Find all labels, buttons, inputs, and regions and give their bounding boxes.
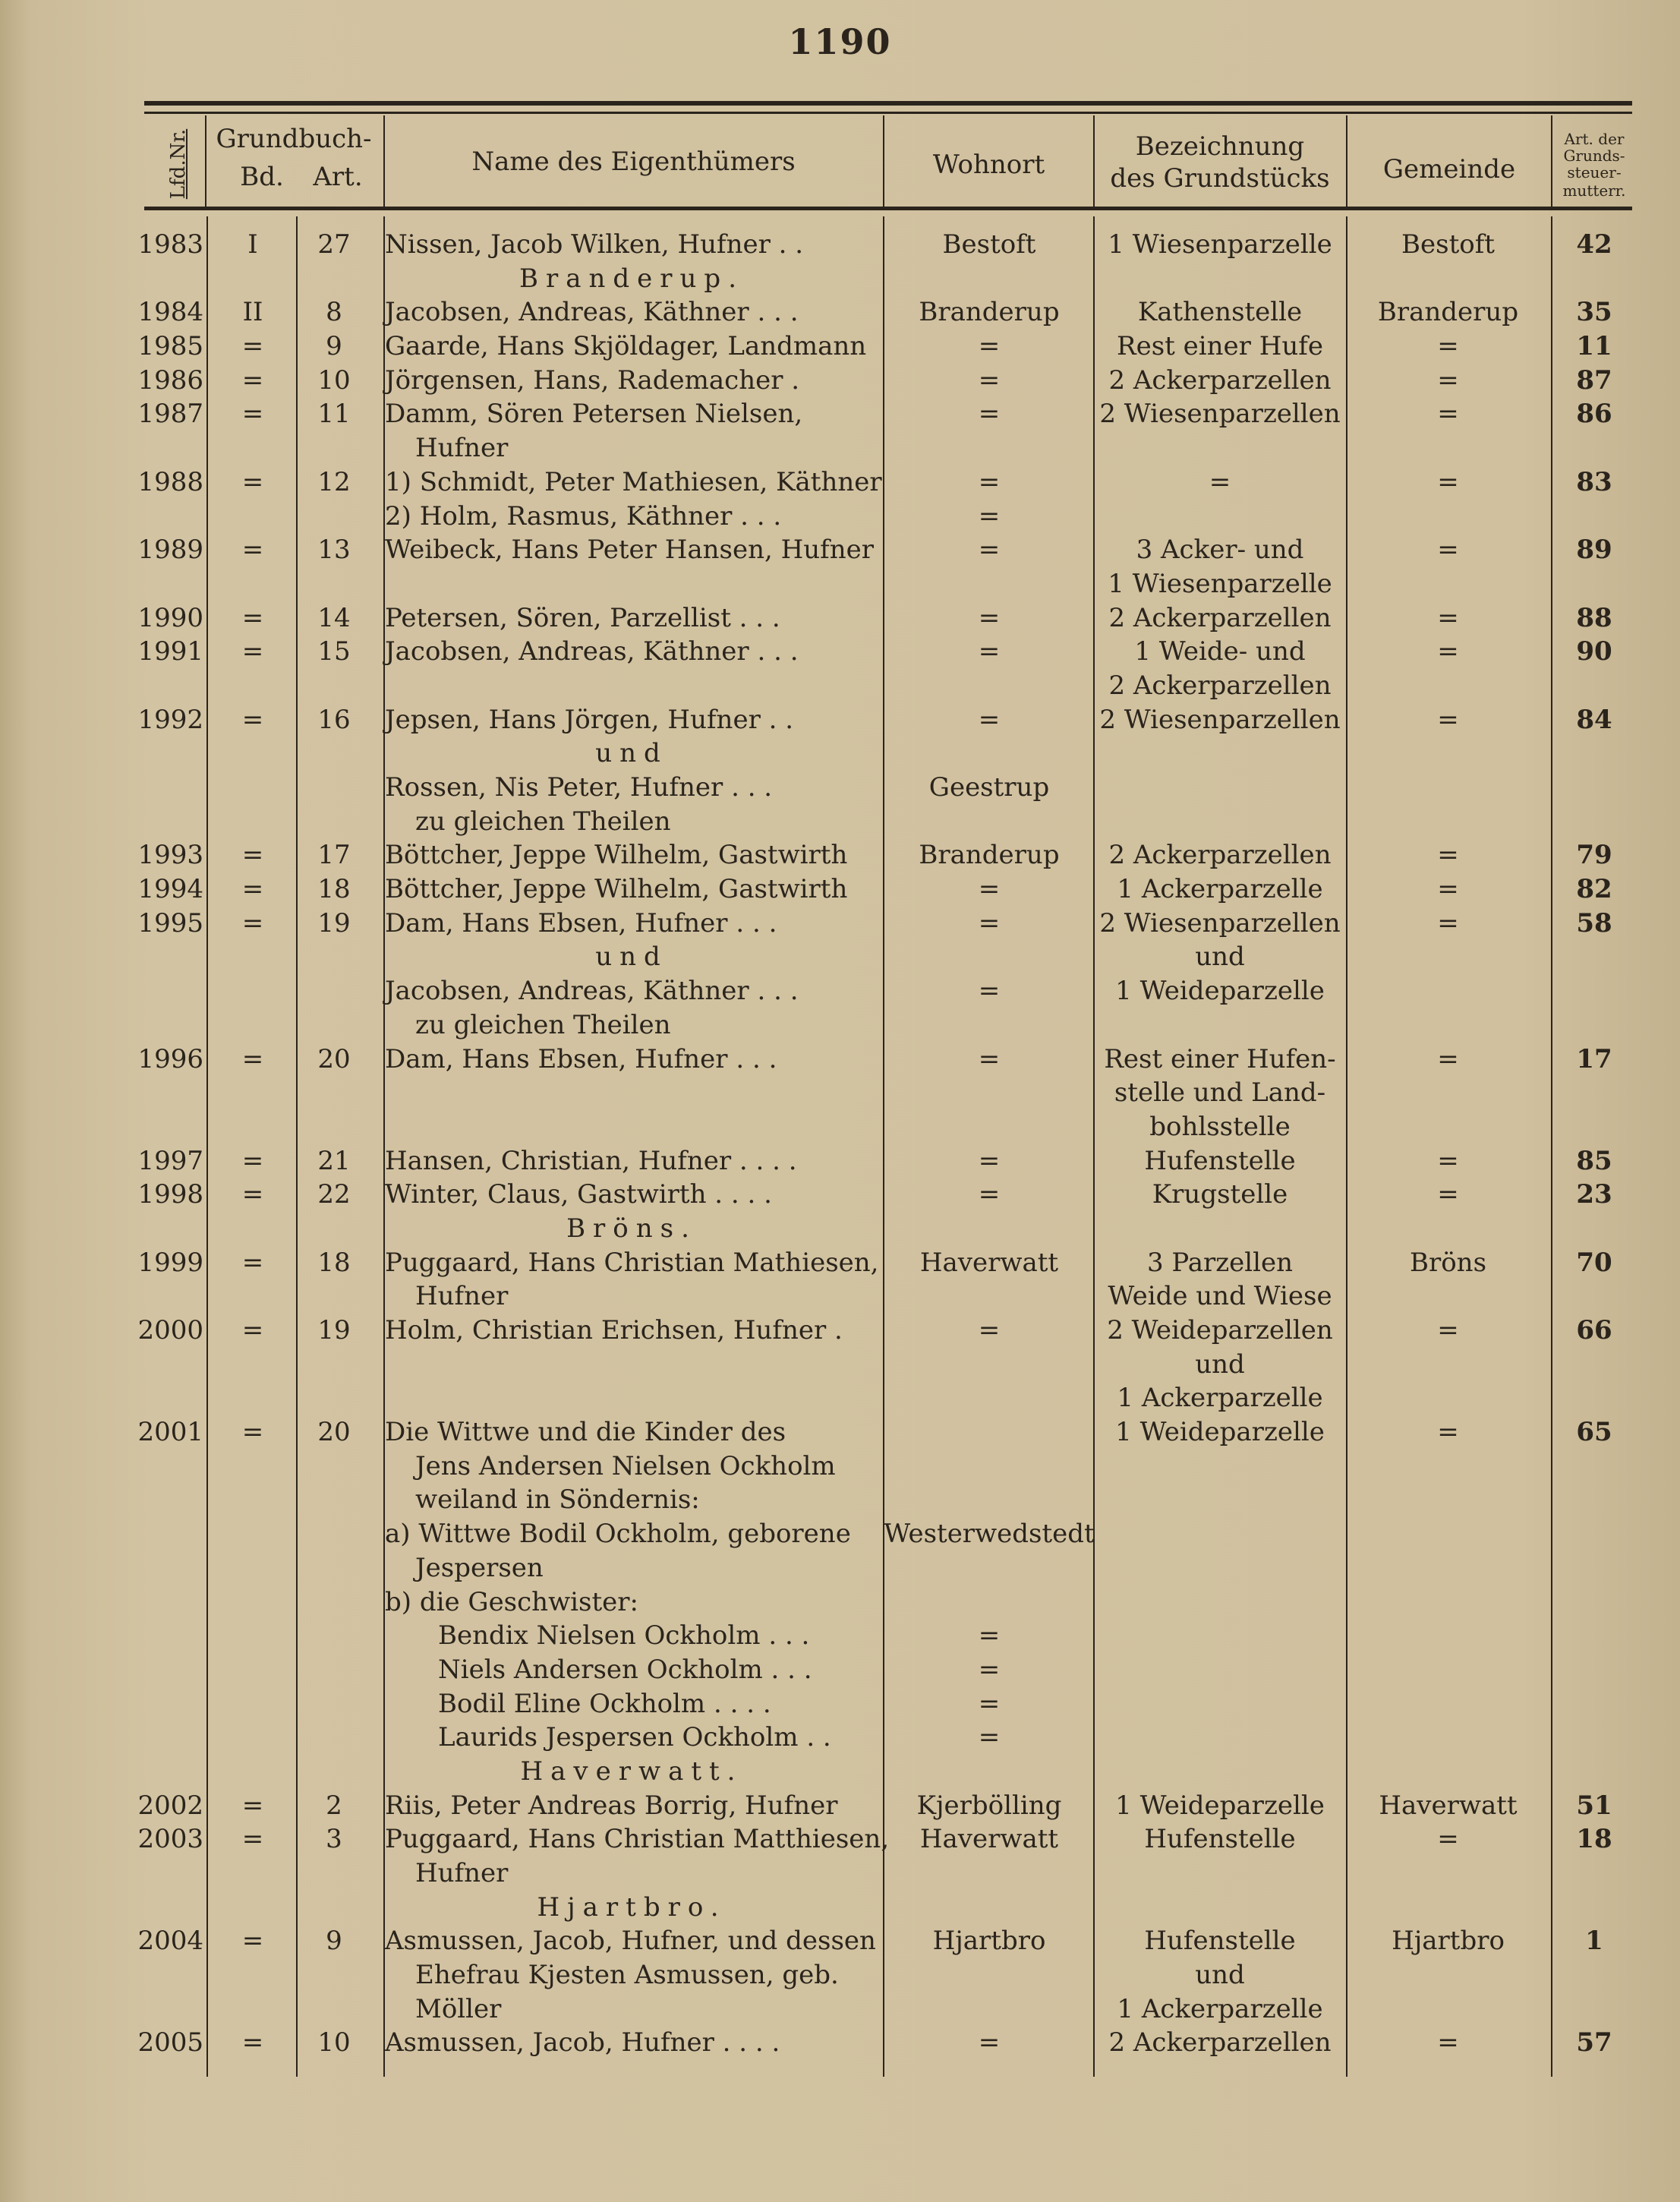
cell-bezeichnung: 2 Weideparzellen: [1107, 1315, 1333, 1345]
cell-eigenthuemer: Jörgensen, Hans, Rademacher .: [385, 364, 800, 396]
table-row: [0, 872, 1680, 907]
header-bd: Bd.: [240, 162, 284, 192]
cell-wohnort: =: [978, 500, 1001, 532]
cell-bezeichnung: 3 Acker- und: [1136, 535, 1304, 566]
cell-steuermutterrolle: 83: [1576, 466, 1612, 497]
top-rule-thick: [144, 101, 1632, 106]
cell-eigenthuemer: Jacobsen, Andreas, Käthner . . .: [385, 976, 799, 1007]
cell-nr: 1997: [137, 1145, 203, 1176]
cell-gemeinde: =: [1437, 1145, 1459, 1176]
cell-bezeichnung: 1 Ackerparzelle: [1117, 1383, 1323, 1414]
cell-wohnort: =: [978, 976, 1001, 1007]
cell-nr: 1990: [137, 602, 203, 633]
table-row: [0, 262, 1680, 296]
cell-steuermutterrolle: 51: [1576, 1790, 1612, 1821]
cell-bezeichnung: 2 Ackerparzellen: [1108, 2027, 1332, 2058]
header-art: Art.: [313, 162, 363, 192]
cell-nr: 1985: [137, 331, 203, 362]
cell-band: =: [241, 535, 264, 566]
cell-wohnort: =: [978, 466, 1001, 497]
cell-bezeichnung: Rest einer Hufe: [1117, 331, 1323, 362]
table-row: [0, 431, 1680, 465]
cell-wohnort: =: [978, 636, 1001, 667]
table-row: [0, 1076, 1680, 1110]
table-row: [0, 974, 1680, 1008]
cell-band: =: [241, 364, 264, 396]
cell-eigenthuemer: Niels Andersen Ockholm . . .: [438, 1654, 812, 1685]
cell-bezeichnung: 1 Ackerparzelle: [1117, 1993, 1323, 2024]
cell-band: =: [241, 1790, 264, 1821]
table-row: [0, 1450, 1680, 1484]
cell-gemeinde: =: [1437, 874, 1459, 905]
cell-steuermutterrolle: 87: [1576, 364, 1612, 396]
cell-wohnort: =: [978, 2027, 1001, 2058]
cell-artikel: 13: [317, 535, 351, 566]
cell-wohnort: =: [978, 1145, 1001, 1176]
table-row: [0, 771, 1680, 805]
table-row: [0, 1314, 1680, 1348]
table-row: [0, 567, 1680, 601]
cell-eigenthuemer: weiland in Söndernis:: [415, 1484, 700, 1516]
table-row: [0, 1992, 1680, 2027]
table-row: [0, 533, 1680, 567]
cell-bezeichnung: 2 Wiesenparzellen: [1099, 399, 1341, 430]
cell-steuermutterrolle: 35: [1576, 297, 1612, 328]
cell-wohnort: =: [978, 1315, 1001, 1345]
cell-bezeichnung: Weide und Wiese: [1108, 1281, 1332, 1312]
header-gemeinde: Gemeinde: [1382, 154, 1516, 185]
cell-nr: 1987: [137, 399, 203, 430]
cell-gemeinde: =: [1437, 602, 1459, 633]
cell-wohnort: =: [978, 331, 1001, 362]
cell-eigenthuemer: Hufner: [415, 1281, 509, 1312]
cell-wohnort: Haverwatt: [919, 1824, 1059, 1855]
cell-bezeichnung: =: [1209, 466, 1231, 497]
cell-gemeinde: Bröns: [1409, 1247, 1487, 1278]
cell-artikel: 22: [317, 1179, 351, 1210]
header-wohnort: Wohnort: [932, 150, 1045, 180]
table-row: [0, 1755, 1680, 1789]
cell-artikel: 19: [317, 1315, 351, 1345]
cell-band: =: [241, 1043, 264, 1074]
cell-bezeichnung: 2 Ackerparzellen: [1108, 364, 1332, 396]
header-name: Name des Eigenthümers: [471, 147, 796, 177]
cell-bezeichnung: 2 Ackerparzellen: [1108, 840, 1332, 871]
cell-nr: 1991: [137, 636, 203, 667]
cell-wohnort: Haverwatt: [919, 1247, 1059, 1278]
cell-artikel: 9: [326, 1926, 342, 1957]
table-row: [0, 838, 1680, 872]
table-row: [0, 500, 1680, 534]
table-row: [0, 1924, 1680, 1958]
header-nr: Lfd.Nr.: [167, 128, 190, 200]
cell-steuermutterrolle: 42: [1576, 229, 1612, 260]
cell-bezeichnung: Hufenstelle: [1144, 1926, 1296, 1957]
table-row: [0, 1857, 1680, 1891]
cell-band: =: [241, 399, 264, 430]
cell-artikel: 9: [326, 331, 342, 362]
cell-wohnort: =: [978, 535, 1001, 566]
cell-steuermutterrolle: 65: [1576, 1417, 1612, 1448]
header-bezeichnung-1: Bezeichnung: [1135, 131, 1305, 162]
top-rule-thin: [144, 112, 1632, 114]
cell-eigenthuemer: zu gleichen Theilen: [415, 806, 671, 837]
cell-wohnort: =: [978, 602, 1001, 633]
cell-bezeichnung: und: [1195, 1960, 1245, 1991]
cell-bezeichnung: 1 Wiesenparzelle: [1108, 568, 1332, 599]
cell-steuermutterrolle: 89: [1576, 535, 1612, 566]
table-row: [0, 635, 1680, 669]
cell-eigenthuemer: Asmussen, Jacob, Hufner, und dessen: [385, 1926, 876, 1957]
cell-artikel: 12: [317, 466, 351, 497]
cell-gemeinde: =: [1437, 399, 1459, 430]
cell-steuermutterrolle: 11: [1576, 331, 1612, 362]
cell-gemeinde: =: [1437, 907, 1459, 939]
cell-nr: 2002: [137, 1790, 203, 1821]
cell-steuermutterrolle: 1: [1585, 1926, 1603, 1957]
cell-eigenthuemer: 2) Holm, Rasmus, Käthner . . .: [385, 500, 782, 532]
cell-bezeichnung: Rest einer Hufen-: [1104, 1043, 1336, 1074]
cell-wohnort: =: [978, 1620, 1001, 1652]
cell-bezeichnung: und: [1195, 942, 1245, 973]
cell-wohnort: Kjerbölling: [916, 1790, 1062, 1821]
cell-artikel: 11: [317, 399, 351, 430]
cell-gemeinde: Hjartbro: [1392, 1926, 1505, 1957]
cell-eigenthuemer: Riis, Peter Andreas Borrig, Hufner: [385, 1790, 838, 1821]
cell-eigenthuemer: Jespersen: [415, 1552, 544, 1583]
cell-gemeinde: =: [1437, 704, 1459, 735]
header-steuer-2: Grunds-: [1563, 147, 1625, 165]
cell-band: =: [241, 874, 264, 905]
table-row: [0, 1144, 1680, 1178]
cell-band: =: [241, 1926, 264, 1957]
table-row: [0, 1721, 1680, 1755]
cell-artikel: 17: [317, 840, 351, 871]
table-row: [0, 2026, 1680, 2060]
cell-wohnort: =: [978, 1722, 1001, 1753]
cell-band: =: [241, 1179, 264, 1210]
cell-eigenthuemer: 1) Schmidt, Peter Mathiesen, Käthner: [385, 466, 882, 497]
cell-eigenthuemer: Haverwatt.: [520, 1756, 743, 1787]
cell-gemeinde: =: [1437, 636, 1459, 667]
table-row: [0, 1958, 1680, 1992]
cell-gemeinde: Bestoft: [1401, 229, 1495, 260]
header-steuer-3: steuer-: [1567, 163, 1622, 181]
table-row: [0, 1585, 1680, 1620]
cell-artikel: 20: [317, 1417, 351, 1448]
cell-artikel: 21: [317, 1145, 351, 1176]
cell-gemeinde: =: [1437, 1824, 1459, 1855]
cell-eigenthuemer: Bröns.: [566, 1213, 697, 1244]
cell-steuermutterrolle: 90: [1576, 636, 1612, 667]
table-row: [0, 1653, 1680, 1687]
cell-band: =: [241, 1824, 264, 1855]
register-table-body: [0, 228, 1680, 2060]
cell-eigenthuemer: Nissen, Jacob Wilken, Hufner . .: [385, 229, 804, 260]
table-row: [0, 228, 1680, 262]
cell-artikel: 15: [317, 636, 351, 667]
table-row: [0, 1483, 1680, 1517]
cell-eigenthuemer: Dam, Hans Ebsen, Hufner . . .: [385, 1043, 777, 1074]
cell-eigenthuemer: a) Wittwe Bodil Ockholm, geborene: [385, 1519, 851, 1550]
cell-eigenthuemer: Hufner: [415, 433, 509, 464]
cell-steuermutterrolle: 79: [1576, 840, 1612, 871]
cell-band: =: [241, 1247, 264, 1278]
cell-eigenthuemer: Puggaard, Hans Christian Mathiesen,: [385, 1247, 879, 1278]
cell-eigenthuemer: Gaarde, Hans Skjöldager, Landmann: [385, 331, 867, 362]
cell-band: =: [241, 907, 264, 939]
cell-bezeichnung: 2 Wiesenparzellen: [1099, 907, 1341, 939]
table-row: [0, 1822, 1680, 1857]
cell-wohnort: =: [978, 1654, 1001, 1685]
header-bottom-rule: [144, 207, 1632, 210]
cell-nr: 1996: [137, 1043, 203, 1074]
cell-steuermutterrolle: 84: [1576, 704, 1612, 735]
table-row: [0, 1517, 1680, 1551]
table-row: [0, 1246, 1680, 1280]
cell-bezeichnung: 1 Weideparzelle: [1115, 1790, 1325, 1821]
cell-artikel: 19: [317, 907, 351, 939]
table-row: [0, 601, 1680, 636]
cell-wohnort: =: [978, 704, 1001, 735]
cell-bezeichnung: Krugstelle: [1152, 1179, 1288, 1210]
table-row: [0, 1212, 1680, 1246]
cell-bezeichnung: und: [1195, 1349, 1245, 1380]
cell-gemeinde: =: [1437, 1043, 1459, 1074]
cell-nr: 1999: [137, 1247, 203, 1278]
cell-wohnort: Hjartbro: [932, 1926, 1046, 1957]
cell-wohnort: Geestrup: [928, 772, 1050, 803]
cell-eigenthuemer: Jacobsen, Andreas, Käthner . . .: [385, 297, 799, 328]
cell-eigenthuemer: Bodil Eline Ockholm . . . .: [438, 1688, 771, 1719]
cell-band: =: [241, 331, 264, 362]
cell-steuermutterrolle: 88: [1576, 602, 1612, 633]
cell-wohnort: =: [978, 1688, 1001, 1719]
cell-artikel: 2: [326, 1790, 342, 1821]
cell-band: I: [247, 229, 258, 260]
cell-nr: 2000: [137, 1315, 203, 1345]
cell-bezeichnung: bohlsstelle: [1149, 1111, 1291, 1142]
cell-eigenthuemer: Hjartbro.: [537, 1891, 727, 1923]
cell-artikel: 14: [317, 602, 351, 633]
cell-bezeichnung: 3 Parzellen: [1146, 1247, 1294, 1278]
cell-artikel: 10: [317, 364, 351, 396]
cell-steuermutterrolle: 66: [1576, 1315, 1612, 1345]
cell-gemeinde: =: [1437, 364, 1459, 396]
cell-wohnort: Branderup: [919, 297, 1060, 328]
table-row: [0, 1348, 1680, 1382]
cell-artikel: 18: [317, 1247, 351, 1278]
cell-artikel: 18: [317, 874, 351, 905]
cell-nr: 2003: [137, 1824, 203, 1855]
cell-artikel: 8: [326, 297, 342, 328]
cell-eigenthuemer: Bendix Nielsen Ockholm . . .: [438, 1620, 810, 1652]
header-steuer-1: Art. der: [1564, 130, 1625, 148]
cell-wohnort: =: [978, 1179, 1001, 1210]
table-row: [0, 1415, 1680, 1450]
cell-nr: 1995: [137, 907, 203, 939]
cell-gemeinde: =: [1437, 466, 1459, 497]
cell-nr: 1989: [137, 535, 203, 566]
table-row: [0, 1279, 1680, 1314]
table-row: [0, 1110, 1680, 1144]
cell-gemeinde: =: [1437, 535, 1459, 566]
cell-artikel: 3: [326, 1824, 342, 1855]
cell-artikel: 27: [317, 229, 351, 260]
cell-steuermutterrolle: 86: [1576, 399, 1612, 430]
cell-eigenthuemer: Weibeck, Hans Peter Hansen, Hufner: [385, 535, 875, 566]
cell-eigenthuemer: Jens Andersen Nielsen Ockholm: [415, 1450, 836, 1481]
cell-nr: 1994: [137, 874, 203, 905]
cell-nr: 1983: [137, 229, 203, 260]
cell-band: =: [241, 2027, 264, 2058]
cell-eigenthuemer: Winter, Claus, Gastwirth . . . .: [385, 1179, 772, 1210]
cell-band: =: [241, 636, 264, 667]
cell-steuermutterrolle: 17: [1576, 1043, 1612, 1074]
table-row: [0, 1551, 1680, 1585]
table-row: [0, 805, 1680, 839]
cell-eigenthuemer: Hufner: [415, 1858, 509, 1888]
cell-bezeichnung: 2 Ackerparzellen: [1108, 602, 1332, 633]
cell-nr: 2005: [137, 2027, 203, 2058]
table-row: [0, 330, 1680, 364]
table-row: [0, 295, 1680, 330]
cell-eigenthuemer: Asmussen, Jacob, Hufner . . . .: [385, 2027, 780, 2058]
table-row: [0, 1619, 1680, 1653]
cell-gemeinde: Haverwatt: [1379, 1790, 1518, 1821]
cell-nr: 1988: [137, 466, 203, 497]
table-row: [0, 940, 1680, 974]
table-row: [0, 1789, 1680, 1823]
cell-eigenthuemer: Hansen, Christian, Hufner . . . .: [385, 1145, 797, 1176]
cell-nr: 1992: [137, 704, 203, 735]
cell-bezeichnung: Hufenstelle: [1144, 1145, 1296, 1176]
cell-bezeichnung: 2 Ackerparzellen: [1108, 670, 1332, 701]
cell-eigenthuemer: Petersen, Sören, Parzellist . . .: [385, 602, 780, 633]
cell-eigenthuemer: und: [595, 738, 668, 769]
cell-gemeinde: =: [1437, 2027, 1459, 2058]
cell-band: =: [241, 1417, 264, 1448]
cell-eigenthuemer: Ehefrau Kjesten Asmussen, geb.: [415, 1960, 839, 1991]
cell-bezeichnung: 1 Weideparzelle: [1115, 1417, 1325, 1448]
page-number: 1190: [788, 21, 892, 62]
cell-eigenthuemer: Rossen, Nis Peter, Hufner . . .: [385, 772, 773, 803]
table-row: [0, 465, 1680, 500]
header-grundbuch: Grundbuch-: [216, 124, 372, 154]
cell-wohnort: =: [978, 907, 1001, 939]
table-row: [0, 737, 1680, 771]
cell-eigenthuemer: Damm, Sören Petersen Nielsen,: [385, 399, 803, 430]
cell-bezeichnung: stelle und Land-: [1114, 1077, 1326, 1109]
cell-gemeinde: =: [1437, 331, 1459, 362]
cell-eigenthuemer: Die Wittwe und die Kinder des: [385, 1417, 786, 1448]
header-steuer-4: mutterr.: [1562, 181, 1626, 200]
cell-eigenthuemer: Böttcher, Jeppe Wilhelm, Gastwirth: [385, 874, 848, 905]
cell-band: =: [241, 466, 264, 497]
cell-wohnort: =: [978, 399, 1001, 430]
cell-nr: 1986: [137, 364, 203, 396]
cell-steuermutterrolle: 85: [1576, 1145, 1612, 1176]
table-row: [0, 1178, 1680, 1212]
cell-wohnort: Westerwedstedt: [884, 1519, 1095, 1550]
table-row: [0, 703, 1680, 737]
cell-steuermutterrolle: 23: [1576, 1179, 1612, 1210]
table-row: [0, 1891, 1680, 1925]
cell-bezeichnung: 2 Wiesenparzellen: [1099, 704, 1341, 735]
cell-eigenthuemer: Jepsen, Hans Jörgen, Hufner . .: [385, 704, 794, 735]
cell-steuermutterrolle: 82: [1576, 874, 1612, 905]
cell-band: =: [241, 1315, 264, 1345]
cell-band: II: [242, 297, 263, 328]
cell-nr: 1984: [137, 297, 203, 328]
cell-nr: 1993: [137, 840, 203, 871]
cell-wohnort: Branderup: [919, 840, 1060, 871]
cell-steuermutterrolle: 58: [1576, 907, 1612, 939]
cell-steuermutterrolle: 70: [1576, 1247, 1612, 1278]
cell-wohnort: =: [978, 364, 1001, 396]
cell-eigenthuemer: Laurids Jespersen Ockholm . .: [438, 1722, 831, 1753]
cell-eigenthuemer: Dam, Hans Ebsen, Hufner . . .: [385, 907, 777, 939]
cell-artikel: 20: [317, 1043, 351, 1074]
header-bezeichnung-2: des Grundstücks: [1110, 163, 1330, 194]
cell-bezeichnung: 1 Weideparzelle: [1115, 976, 1325, 1007]
cell-bezeichnung: Kathenstelle: [1137, 297, 1303, 328]
cell-wohnort: =: [978, 1043, 1001, 1074]
cell-band: =: [241, 1145, 264, 1176]
table-row: [0, 1043, 1680, 1077]
table-row: [0, 364, 1680, 398]
cell-steuermutterrolle: 57: [1576, 2027, 1612, 2058]
cell-nr: 2001: [137, 1417, 203, 1448]
cell-eigenthuemer: Branderup.: [518, 263, 744, 294]
cell-gemeinde: =: [1437, 1417, 1459, 1448]
table-row: [0, 1687, 1680, 1721]
cell-gemeinde: Branderup: [1377, 297, 1519, 328]
cell-gemeinde: =: [1437, 1179, 1459, 1210]
cell-eigenthuemer: und: [595, 942, 668, 973]
cell-eigenthuemer: Möller: [415, 1993, 502, 2024]
table-row: [0, 397, 1680, 431]
table-row: [0, 907, 1680, 941]
cell-eigenthuemer: Böttcher, Jeppe Wilhelm, Gastwirth: [385, 840, 848, 871]
cell-bezeichnung: Hufenstelle: [1144, 1824, 1296, 1855]
cell-artikel: 10: [317, 2027, 351, 2058]
cell-artikel: 16: [317, 704, 351, 735]
cell-nr: 1998: [137, 1179, 203, 1210]
cell-nr: 2004: [137, 1926, 203, 1957]
cell-band: =: [241, 602, 264, 633]
cell-bezeichnung: 1 Wiesenparzelle: [1108, 229, 1332, 260]
cell-eigenthuemer: zu gleichen Theilen: [415, 1009, 671, 1040]
table-row: [0, 1381, 1680, 1415]
table-row: [0, 1008, 1680, 1043]
cell-wohnort: =: [978, 874, 1001, 905]
cell-steuermutterrolle: 18: [1576, 1824, 1612, 1855]
cell-bezeichnung: 1 Weide- und: [1134, 636, 1306, 667]
cell-eigenthuemer: Holm, Christian Erichsen, Hufner .: [385, 1315, 843, 1345]
cell-band: =: [241, 840, 264, 871]
cell-bezeichnung: 1 Ackerparzelle: [1117, 874, 1323, 905]
cell-eigenthuemer: b) die Geschwister:: [385, 1586, 638, 1617]
table-row: [0, 669, 1680, 703]
cell-eigenthuemer: Jacobsen, Andreas, Käthner . . .: [385, 636, 799, 667]
cell-wohnort: Bestoft: [942, 229, 1036, 260]
cell-gemeinde: =: [1437, 1315, 1459, 1345]
cell-gemeinde: =: [1437, 840, 1459, 871]
cell-band: =: [241, 704, 264, 735]
cell-eigenthuemer: Puggaard, Hans Christian Matthiesen,: [385, 1824, 890, 1855]
